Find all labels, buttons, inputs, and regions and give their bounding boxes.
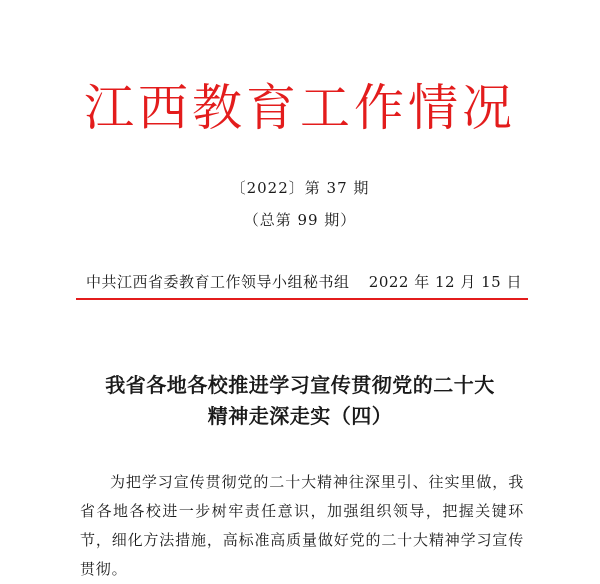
issuer-name: 中共江西省委教育工作领导小组秘书组 [86,273,350,291]
issue-date: 2022 年 12 月 15 日 [368,273,522,291]
masthead-title: 江西教育工作情况 [84,79,516,137]
article-title-line-1: 我省各地各校推进学习宣传贯彻党的二十大 [105,373,495,397]
article-title [0,370,600,432]
issue-number: 〔2022〕第 37 期 [230,179,370,197]
article-body-paragraph: 为把学习宣传贯彻党的二十大精神往深里引、往实里做，我省各地各校进一步树牢责任意识，加强组织领导，把握关键环节，细化方法措施，高标准高质量做好党的二十大精神学习宣传贯彻。 [80,473,524,578]
article-title-line-2: 精神走深走实（四） [207,404,393,428]
issue-total-number: （总第 99 期） [243,211,357,229]
issuer-row [86,271,522,293]
red-divider-rule [76,298,528,300]
